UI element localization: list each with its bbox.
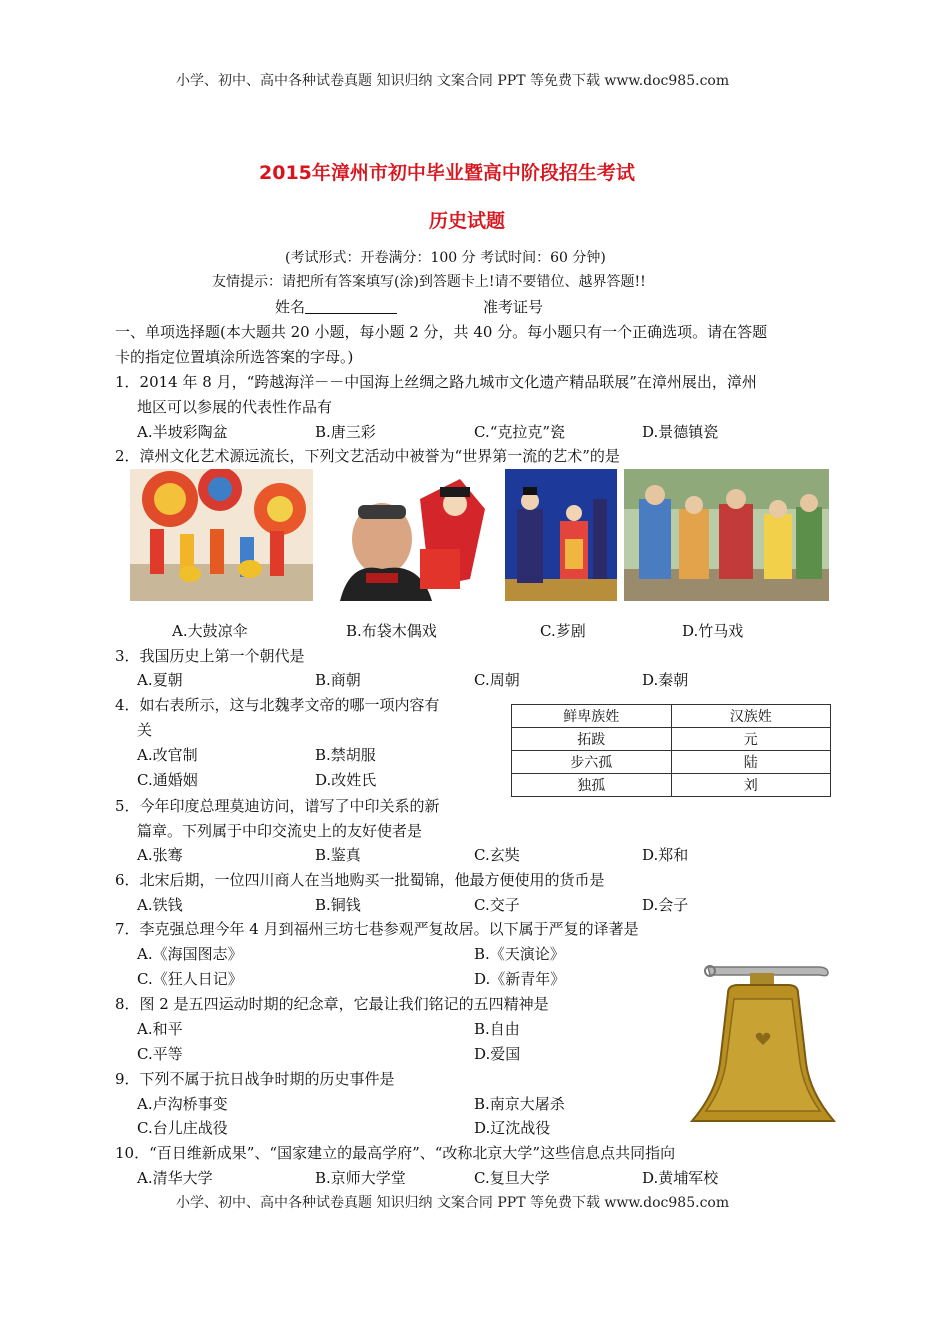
name-field — [275, 296, 397, 317]
table-cell: 独孤 — [512, 774, 672, 797]
q7-option-c: C.《狂人日记》 — [137, 970, 243, 988]
section1-line2: 卡的指定位置填涂所选答案的字母。) — [115, 348, 354, 366]
exam-tip: 友情提示：请把所有答案填写(涂)到答题卡上!请不要错位、越界答题!! — [212, 274, 646, 290]
table-header-cell: 鲜卑族姓 — [512, 705, 672, 728]
q7-option-a: A.《海国图志》 — [137, 945, 243, 963]
q6-option-d: D.会子 — [642, 896, 689, 914]
bottom-banner: 小学、初中、高中各种试卷真题 知识归纳 文案合同 PPT 等免费下载 www.doc985.com — [176, 1195, 730, 1211]
q3-stem: 3．我国历史上第一个朝代是 — [115, 647, 305, 665]
top-banner: 小学、初中、高中各种试卷真题 知识归纳 文案合同 PPT 等免费下载 www.doc985.com — [176, 73, 730, 89]
q9-option-a: A.卢沟桥事变 — [137, 1095, 228, 1113]
exam-title: 2015年漳州市初中毕业暨高中阶段招生考试 — [259, 162, 635, 184]
q5-option-a: A.张骞 — [137, 846, 183, 864]
name-blank — [305, 299, 397, 314]
photo-drum-umbrella-dance — [130, 469, 313, 601]
q8-option-d: D.爱国 — [474, 1045, 521, 1063]
q5-stem-line2: 篇章。下列属于中印交流史上的友好使者是 — [137, 822, 423, 840]
q3-option-d: D.秦朝 — [642, 671, 689, 689]
q5-option-c: C.玄奘 — [474, 846, 520, 864]
q2-stem: 2．漳州文化艺术源远流长，下列文艺活动中被誉为“世界第一流的艺术”的是 — [115, 447, 620, 465]
q5-stem-line1: 5．今年印度总理莫迪访问，谱写了中印关系的新 — [115, 797, 440, 815]
q8-option-b: B.自由 — [474, 1020, 520, 1038]
q4-stem-line1: 4．如右表所示，这与北魏孝文帝的哪一项内容有 — [115, 696, 440, 714]
table-row — [512, 774, 831, 797]
q7-stem: 7．李克强总理今年 4 月到福州三坊七巷参观严复故居。以下属于严复的译著是 — [115, 920, 639, 938]
q6-option-c: C.交子 — [474, 896, 520, 914]
q8-stem: 8．图 2 是五四运动时期的纪念章，它最让我们铭记的五四精神是 — [115, 995, 549, 1013]
q2-option-c: C.芗剧 — [540, 622, 586, 640]
q1-option-a: A.半坡彩陶盆 — [137, 423, 228, 441]
table-header-row — [512, 705, 831, 728]
q1-option-d: D.景德镇瓷 — [642, 423, 719, 441]
q6-option-a: A.铁钱 — [137, 896, 183, 914]
table-row — [512, 751, 831, 774]
exam-no-label: 准考证号 — [483, 298, 544, 316]
photo-xiang-opera — [505, 469, 617, 601]
q4-option-d: D.改姓氏 — [315, 771, 377, 789]
q10-option-b: B.京师大学堂 — [315, 1169, 406, 1187]
photo-glove-puppet-show — [320, 469, 499, 601]
q9-stem: 9．下列不属于抗日战争时期的历史事件是 — [115, 1070, 395, 1088]
q1-option-b: B.唐三彩 — [315, 423, 376, 441]
q1-stem-line1: 1．2014 年 8 月，“跨越海洋－－中国海上丝绸之路九城市文化遗产精品联展”在漳州展出，漳州 — [115, 373, 757, 391]
q2-option-d: D.竹马戏 — [682, 622, 744, 640]
q5-option-d: D.郑和 — [642, 846, 689, 864]
q10-stem: 10．“百日维新成果”、“国家建立的最高学府”、“改称北京大学”这些信息点共同指向 — [115, 1144, 676, 1162]
q4-stem-line2: 关 — [137, 721, 153, 739]
q8-option-c: C.平等 — [137, 1045, 183, 1063]
exam-subtitle: 历史试题 — [429, 210, 506, 232]
table-cell: 元 — [671, 728, 831, 751]
q6-stem: 6．北宋后期，一位四川商人在当地购买一批蜀锦，他最方便使用的货币是 — [115, 871, 605, 889]
q2-option-a: A.大鼓凉伞 — [172, 622, 248, 640]
section1-line1: 一、单项选择题(本大题共 20 小题，每小题 2 分，共 40 分。每小题只有一个正确选项。请在答题 — [115, 323, 768, 341]
q1-option-c: C.“克拉克”瓷 — [474, 423, 566, 441]
surname-table — [511, 704, 831, 797]
q4-option-c: C.通婚姻 — [137, 771, 198, 789]
q7-option-b: B.《天演论》 — [474, 945, 565, 963]
q3-option-c: C.周朝 — [474, 671, 520, 689]
q10-option-c: C.复旦大学 — [474, 1169, 550, 1187]
q10-option-a: A.清华大学 — [137, 1169, 213, 1187]
q9-option-d: D.辽沈战役 — [474, 1119, 551, 1137]
q6-option-b: B.铜钱 — [315, 896, 361, 914]
q8-option-a: A.和平 — [137, 1020, 183, 1038]
q5-option-b: B.鉴真 — [315, 846, 361, 864]
q3-option-a: A.夏朝 — [137, 671, 183, 689]
table-header-cell: 汉族姓 — [671, 705, 831, 728]
q9-option-b: B.南京大屠杀 — [474, 1095, 565, 1113]
table-cell: 陆 — [671, 751, 831, 774]
table-row — [512, 728, 831, 751]
q9-option-c: C.台儿庄战役 — [137, 1119, 228, 1137]
photo-bamboo-horse-opera — [624, 469, 829, 601]
table-cell: 步六孤 — [512, 751, 672, 774]
q10-option-d: D.黄埔军校 — [642, 1169, 719, 1187]
name-label: 姓名 — [275, 298, 306, 316]
q1-stem-line2: 地区可以参展的代表性作品有 — [137, 398, 333, 416]
q4-option-b: B.禁胡服 — [315, 746, 376, 764]
may-fourth-badge-figure — [688, 953, 838, 1129]
table-cell: 刘 — [671, 774, 831, 797]
q2-option-b: B.布袋木偶戏 — [346, 622, 437, 640]
table-cell: 拓跋 — [512, 728, 672, 751]
exam-info: (考试形式：开卷满分：100 分 考试时间：60 分钟) — [285, 250, 606, 266]
q7-option-d: D.《新青年》 — [474, 970, 566, 988]
q3-option-b: B.商朝 — [315, 671, 361, 689]
q4-option-a: A.改官制 — [137, 746, 198, 764]
